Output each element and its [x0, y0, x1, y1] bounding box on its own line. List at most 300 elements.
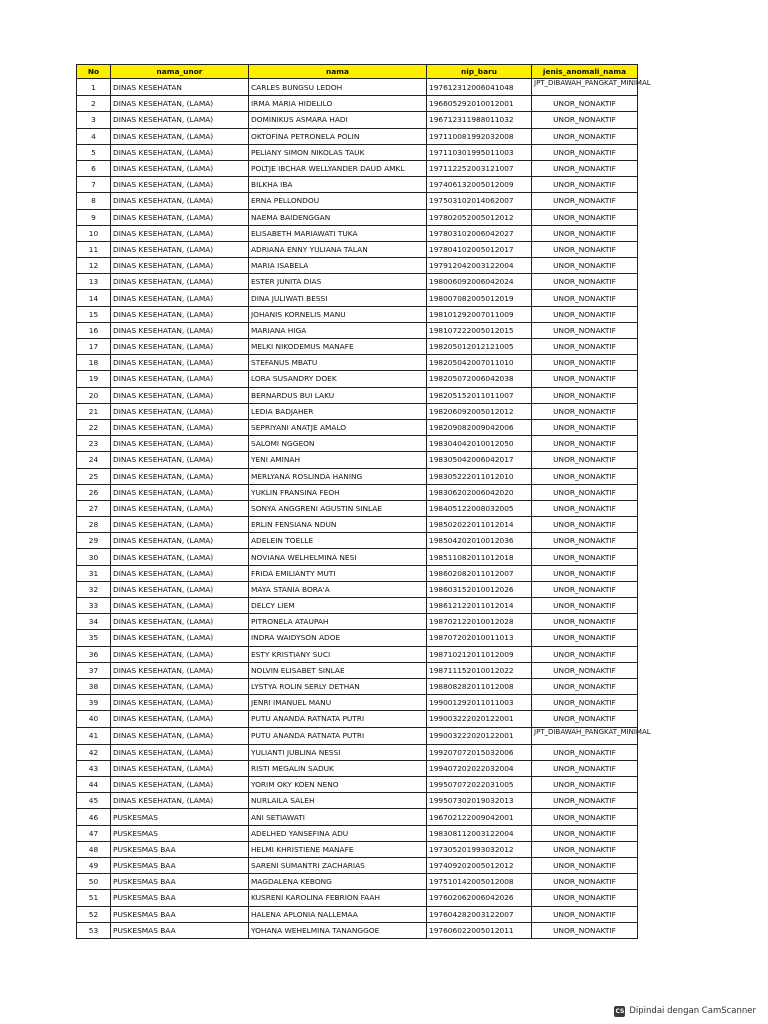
header-no: No: [77, 65, 111, 79]
cell-nip-baru: 197604282003122007: [427, 906, 532, 922]
cell-nama-unor: DINAS KESEHATAN, (LAMA): [111, 96, 249, 112]
cell-nama: BILKHA IBA: [249, 177, 427, 193]
cell-nama-unor: DINAS KESEHATAN, (LAMA): [111, 662, 249, 678]
table-row: [77, 890, 638, 906]
cell-nip-baru: 198306202006042020: [427, 484, 532, 500]
cell-nama: RISTI MEGALIN SADUK: [249, 760, 427, 776]
cell-nama: MELKI NIKODEMUS MANAFE: [249, 339, 427, 355]
cell-nama-unor: DINAS KESEHATAN, (LAMA): [111, 387, 249, 403]
cell-nip-baru: 196712311988011032: [427, 112, 532, 128]
cell-nip-baru: 197409202005012012: [427, 858, 532, 874]
table-row: [77, 614, 638, 630]
cell-no: 34: [77, 614, 111, 630]
cell-nama-unor: DINAS KESEHATAN, (LAMA): [111, 533, 249, 549]
cell-nip-baru: 197110301995011003: [427, 144, 532, 160]
cell-nip-baru: 198006092006042024: [427, 274, 532, 290]
cell-nama-unor: PUSKESMAS BAA: [111, 906, 249, 922]
cell-nama: PELIANY SIMON NIKOLAS TAUK: [249, 144, 427, 160]
cell-nama-unor: DINAS KESEHATAN, (LAMA): [111, 646, 249, 662]
cell-nip-baru: 198702122010012028: [427, 614, 532, 630]
table-row: [77, 419, 638, 435]
cell-nama: DELCY LIEM: [249, 598, 427, 614]
table-row: [77, 452, 638, 468]
cell-nama: OKTOFINA PETRONELA POLIN: [249, 128, 427, 144]
cell-no: 4: [77, 128, 111, 144]
cell-jenis-anomali: UNOR_NONAKTIF: [532, 371, 638, 387]
cell-nama: SONYA ANGGRENI AGUSTIN SINLAE: [249, 500, 427, 516]
header-nama-unor: nama_unor: [111, 65, 249, 79]
table-row: [77, 533, 638, 549]
cell-nama: ERNA PELLONDOU: [249, 193, 427, 209]
table-row: [77, 549, 638, 565]
cell-jenis-anomali: JPT_DIBAWAH_PANGKAT_MINIMAL: [532, 727, 638, 744]
cell-no: 22: [77, 419, 111, 435]
cell-no: 25: [77, 468, 111, 484]
cell-nip-baru: 198502022011012014: [427, 517, 532, 533]
cell-nama: YORIM OKY KOEN NENO: [249, 777, 427, 793]
cell-jenis-anomali: UNOR_NONAKTIF: [532, 858, 638, 874]
cell-no: 3: [77, 112, 111, 128]
table-row: [77, 678, 638, 694]
cell-nama-unor: DINAS KESEHATAN, (LAMA): [111, 777, 249, 793]
cell-nip-baru: 197612312006041048: [427, 79, 532, 96]
header-nip-baru: nip_baru: [427, 65, 532, 79]
cell-nama: NOVIANA WELHELMINA NESI: [249, 549, 427, 565]
cell-nama: ANI SETIAWATI: [249, 809, 427, 825]
cell-nama-unor: DINAS KESEHATAN, (LAMA): [111, 468, 249, 484]
table-row: [77, 225, 638, 241]
cell-nama: JOHANIS KORNELIS MANU: [249, 306, 427, 322]
cell-jenis-anomali: UNOR_NONAKTIF: [532, 209, 638, 225]
table-row: [77, 841, 638, 857]
cell-no: 32: [77, 581, 111, 597]
cell-jenis-anomali: UNOR_NONAKTIF: [532, 517, 638, 533]
cell-nama-unor: DINAS KESEHATAN: [111, 79, 249, 96]
cell-no: 50: [77, 874, 111, 890]
cell-nip-baru: 197503102014062007: [427, 193, 532, 209]
cell-nama: ADELEIN TOELLE: [249, 533, 427, 549]
table-row: [77, 646, 638, 662]
table-row: [77, 858, 638, 874]
cell-jenis-anomali: UNOR_NONAKTIF: [532, 193, 638, 209]
cell-jenis-anomali: UNOR_NONAKTIF: [532, 274, 638, 290]
cell-nip-baru: 198205152011011007: [427, 387, 532, 403]
cell-nip-baru: 197602062006042026: [427, 890, 532, 906]
table-row: [77, 565, 638, 581]
cell-nama-unor: DINAS KESEHATAN, (LAMA): [111, 258, 249, 274]
table-row: [77, 177, 638, 193]
cell-nama: BERNARDUS BUI LAKU: [249, 387, 427, 403]
cell-nama: DOMINIKUS ASMARA HADI: [249, 112, 427, 128]
table-row: [77, 403, 638, 419]
cell-nip-baru: 197112252003121007: [427, 160, 532, 176]
cell-nip-baru: 197803102006042027: [427, 225, 532, 241]
cell-jenis-anomali: UNOR_NONAKTIF: [532, 177, 638, 193]
cell-jenis-anomali: UNOR_NONAKTIF: [532, 777, 638, 793]
cell-jenis-anomali: UNOR_NONAKTIF: [532, 339, 638, 355]
cell-jenis-anomali: UNOR_NONAKTIF: [532, 874, 638, 890]
cell-nama-unor: DINAS KESEHATAN, (LAMA): [111, 339, 249, 355]
cell-nip-baru: 198405122008032005: [427, 500, 532, 516]
cell-jenis-anomali: UNOR_NONAKTIF: [532, 922, 638, 938]
cell-nip-baru: 199003222020122001: [427, 711, 532, 727]
cell-nama: PUTU ANANDA RATNATA PUTRI: [249, 711, 427, 727]
cell-jenis-anomali: UNOR_NONAKTIF: [532, 500, 638, 516]
cell-no: 53: [77, 922, 111, 938]
cell-nama-unor: PUSKESMAS: [111, 809, 249, 825]
cell-nama-unor: DINAS KESEHATAN, (LAMA): [111, 695, 249, 711]
cell-jenis-anomali: UNOR_NONAKTIF: [532, 112, 638, 128]
cell-no: 52: [77, 906, 111, 922]
cell-nama-unor: DINAS KESEHATAN, (LAMA): [111, 371, 249, 387]
table-row: [77, 468, 638, 484]
cell-nama: YENI AMINAH: [249, 452, 427, 468]
cell-no: 6: [77, 160, 111, 176]
cell-nama: YULIANTI JUBLINA NESSI: [249, 744, 427, 760]
table-row: [77, 322, 638, 338]
cell-jenis-anomali: UNOR_NONAKTIF: [532, 744, 638, 760]
cell-nama: YUKLIN FRANSINA FEOH: [249, 484, 427, 500]
cell-nama: NAEMA BAIDENGGAN: [249, 209, 427, 225]
cell-no: 35: [77, 630, 111, 646]
cell-no: 37: [77, 662, 111, 678]
cell-jenis-anomali: UNOR_NONAKTIF: [532, 290, 638, 306]
cell-jenis-anomali: UNOR_NONAKTIF: [532, 533, 638, 549]
cell-no: 42: [77, 744, 111, 760]
cell-nama-unor: DINAS KESEHATAN, (LAMA): [111, 160, 249, 176]
cell-no: 19: [77, 371, 111, 387]
cell-nama: FRIDA EMILIANTY MUTI: [249, 565, 427, 581]
cell-jenis-anomali: UNOR_NONAKTIF: [532, 630, 638, 646]
cell-nama-unor: DINAS KESEHATAN, (LAMA): [111, 241, 249, 257]
cell-no: 17: [77, 339, 111, 355]
cell-nama: INDRA WAIDYSON ADOE: [249, 630, 427, 646]
cell-nama-unor: DINAS KESEHATAN, (LAMA): [111, 630, 249, 646]
table-row: [77, 339, 638, 355]
cell-nama-unor: PUSKESMAS BAA: [111, 874, 249, 890]
table-row: [77, 500, 638, 516]
cell-nip-baru: 198206092005012012: [427, 403, 532, 419]
cell-jenis-anomali: UNOR_NONAKTIF: [532, 890, 638, 906]
cell-no: 33: [77, 598, 111, 614]
cell-jenis-anomali: UNOR_NONAKTIF: [532, 468, 638, 484]
cell-no: 47: [77, 825, 111, 841]
cell-nama-unor: DINAS KESEHATAN, (LAMA): [111, 793, 249, 809]
cell-nip-baru: 196605292010012001: [427, 96, 532, 112]
cell-jenis-anomali: UNOR_NONAKTIF: [532, 841, 638, 857]
cell-no: 46: [77, 809, 111, 825]
cell-nip-baru: 196702122009042001: [427, 809, 532, 825]
cell-nip-baru: 199407202022032004: [427, 760, 532, 776]
cell-nama-unor: DINAS KESEHATAN, (LAMA): [111, 193, 249, 209]
cell-nama-unor: DINAS KESEHATAN, (LAMA): [111, 436, 249, 452]
table-row: [77, 306, 638, 322]
cell-jenis-anomali: UNOR_NONAKTIF: [532, 419, 638, 435]
cell-nip-baru: 198205012012121005: [427, 339, 532, 355]
cell-nip-baru: 198612122011012014: [427, 598, 532, 614]
cell-no: 44: [77, 777, 111, 793]
table-row: [77, 581, 638, 597]
cell-no: 12: [77, 258, 111, 274]
cell-nama: ADRIANA ENNY YULIANA TALAN: [249, 241, 427, 257]
cell-nama: MAYA STANIA BORA'A: [249, 581, 427, 597]
table-row: [77, 744, 638, 760]
cell-jenis-anomali: UNOR_NONAKTIF: [532, 598, 638, 614]
table-row: [77, 290, 638, 306]
cell-jenis-anomali: UNOR_NONAKTIF: [532, 793, 638, 809]
table-row: [77, 517, 638, 533]
cell-no: 43: [77, 760, 111, 776]
cell-nama-unor: DINAS KESEHATAN, (LAMA): [111, 727, 249, 744]
cell-nama-unor: PUSKESMAS BAA: [111, 922, 249, 938]
table-row: [77, 96, 638, 112]
table-row: [77, 274, 638, 290]
cell-nama: MAGDALENA KEBONG: [249, 874, 427, 890]
table-row: [77, 128, 638, 144]
cell-nip-baru: 198707202010011013: [427, 630, 532, 646]
cell-nama: CARLES BUNGSU LEDOH: [249, 79, 427, 96]
header-nama: nama: [249, 65, 427, 79]
cell-jenis-anomali: UNOR_NONAKTIF: [532, 144, 638, 160]
cell-no: 10: [77, 225, 111, 241]
cell-jenis-anomali: UNOR_NONAKTIF: [532, 711, 638, 727]
cell-nama-unor: DINAS KESEHATAN, (LAMA): [111, 517, 249, 533]
cell-nip-baru: 198711152010012022: [427, 662, 532, 678]
cell-jenis-anomali: UNOR_NONAKTIF: [532, 695, 638, 711]
table-row: [77, 695, 638, 711]
cell-jenis-anomali: UNOR_NONAKTIF: [532, 387, 638, 403]
cell-nip-baru: 197606022005012011: [427, 922, 532, 938]
table-row: [77, 793, 638, 809]
cell-no: 13: [77, 274, 111, 290]
cell-no: 29: [77, 533, 111, 549]
cell-nama: ESTER JUNITA DIAS: [249, 274, 427, 290]
table-row: [77, 630, 638, 646]
cell-nama: MERLYANA ROSLINDA HANING: [249, 468, 427, 484]
cell-nama-unor: DINAS KESEHATAN, (LAMA): [111, 274, 249, 290]
cell-nama-unor: PUSKESMAS BAA: [111, 890, 249, 906]
cell-no: 15: [77, 306, 111, 322]
cell-no: 16: [77, 322, 111, 338]
cell-nama: SEPRIYANI ANATJE AMALO: [249, 419, 427, 435]
cell-no: 14: [77, 290, 111, 306]
table-body: [77, 79, 651, 939]
cell-jenis-anomali: UNOR_NONAKTIF: [532, 403, 638, 419]
table-row: [77, 727, 638, 744]
cell-jenis-anomali: UNOR_NONAKTIF: [532, 614, 638, 630]
cell-nama-unor: DINAS KESEHATAN, (LAMA): [111, 565, 249, 581]
cell-jenis-anomali: UNOR_NONAKTIF: [532, 678, 638, 694]
cell-nip-baru: 198107222005012015: [427, 322, 532, 338]
cell-jenis-anomali: UNOR_NONAKTIF: [532, 128, 638, 144]
cell-no: 49: [77, 858, 111, 874]
cell-nip-baru: 198305042006042017: [427, 452, 532, 468]
table-row: [77, 436, 638, 452]
cell-nama-unor: DINAS KESEHATAN, (LAMA): [111, 306, 249, 322]
cell-jenis-anomali: UNOR_NONAKTIF: [532, 436, 638, 452]
anomaly-table: [76, 64, 651, 939]
table-row: [77, 777, 638, 793]
cell-nama-unor: DINAS KESEHATAN, (LAMA): [111, 209, 249, 225]
table-row: [77, 112, 638, 128]
cell-nip-baru: 198308112003122004: [427, 825, 532, 841]
cell-no: 23: [77, 436, 111, 452]
cell-no: 31: [77, 565, 111, 581]
table-row: [77, 258, 638, 274]
cell-nama: SARENI SUMANTRI ZACHARIAS: [249, 858, 427, 874]
cell-no: 26: [77, 484, 111, 500]
cell-nip-baru: 198101292007011009: [427, 306, 532, 322]
cell-nama-unor: DINAS KESEHATAN, (LAMA): [111, 744, 249, 760]
cell-nama-unor: DINAS KESEHATAN, (LAMA): [111, 500, 249, 516]
cell-nama: HELMI KHRISTIENE MANAFE: [249, 841, 427, 857]
cell-nama-unor: DINAS KESEHATAN, (LAMA): [111, 322, 249, 338]
cell-nip-baru: 198205042007011010: [427, 355, 532, 371]
cell-nip-baru: 198205072006042038: [427, 371, 532, 387]
cell-nip-baru: 198710212011012009: [427, 646, 532, 662]
cell-no: 5: [77, 144, 111, 160]
cell-no: 51: [77, 890, 111, 906]
cell-jenis-anomali: UNOR_NONAKTIF: [532, 322, 638, 338]
table-row: [77, 387, 638, 403]
cell-jenis-anomali: UNOR_NONAKTIF: [532, 662, 638, 678]
cell-no: 20: [77, 387, 111, 403]
cell-nip-baru: 198304042010012050: [427, 436, 532, 452]
cell-nama: LORA SUSANDRY DOEK: [249, 371, 427, 387]
cell-no: 2: [77, 96, 111, 112]
cell-nama: ERLIN FENSIANA NDUN: [249, 517, 427, 533]
table-row: [77, 484, 638, 500]
cell-nama: MARIA ISABELA: [249, 258, 427, 274]
cell-nama: STEFANUS MBATU: [249, 355, 427, 371]
cell-nip-baru: 199003222020122001: [427, 727, 532, 744]
cell-nip-baru: 198603152010012026: [427, 581, 532, 597]
cell-no: 38: [77, 678, 111, 694]
cell-nama: SALOMI NGGEON: [249, 436, 427, 452]
camscanner-text: Dipindai dengan CamScanner: [629, 1006, 756, 1016]
cell-nip-baru: 197802052005012012: [427, 209, 532, 225]
cell-nip-baru: 198305222011012010: [427, 468, 532, 484]
cell-no: 24: [77, 452, 111, 468]
cell-no: 27: [77, 500, 111, 516]
cell-nama-unor: PUSKESMAS: [111, 825, 249, 841]
table-row: [77, 662, 638, 678]
table-row: [77, 160, 638, 176]
cell-nip-baru: 198209082009042006: [427, 419, 532, 435]
cell-nama-unor: DINAS KESEHATAN, (LAMA): [111, 112, 249, 128]
cell-jenis-anomali: UNOR_NONAKTIF: [532, 581, 638, 597]
table-row: [77, 241, 638, 257]
cell-jenis-anomali: UNOR_NONAKTIF: [532, 258, 638, 274]
cell-no: 48: [77, 841, 111, 857]
cell-nip-baru: 198808282011012008: [427, 678, 532, 694]
cell-nip-baru: 197110081992032008: [427, 128, 532, 144]
cell-nama-unor: PUSKESMAS BAA: [111, 841, 249, 857]
cell-nip-baru: 198007082005012019: [427, 290, 532, 306]
cell-jenis-anomali: UNOR_NONAKTIF: [532, 549, 638, 565]
cell-nip-baru: 198504202010012036: [427, 533, 532, 549]
cell-nama-unor: DINAS KESEHATAN, (LAMA): [111, 452, 249, 468]
cell-no: 41: [77, 727, 111, 744]
cell-nama-unor: DINAS KESEHATAN, (LAMA): [111, 419, 249, 435]
cell-nip-baru: 197510142005012008: [427, 874, 532, 890]
cell-no: 8: [77, 193, 111, 209]
cell-nip-baru: 199207072015032006: [427, 744, 532, 760]
cell-jenis-anomali: UNOR_NONAKTIF: [532, 355, 638, 371]
table-row: [77, 193, 638, 209]
cell-no: 7: [77, 177, 111, 193]
cell-jenis-anomali: UNOR_NONAKTIF: [532, 225, 638, 241]
cell-jenis-anomali: UNOR_NONAKTIF: [532, 825, 638, 841]
cell-nama-unor: DINAS KESEHATAN, (LAMA): [111, 290, 249, 306]
data-sheet: [76, 64, 651, 939]
cell-jenis-anomali: JPT_DIBAWAH_PANGKAT_MINIMAL: [532, 79, 638, 96]
cell-nama: MARIANA HIGA: [249, 322, 427, 338]
cell-jenis-anomali: UNOR_NONAKTIF: [532, 646, 638, 662]
camscanner-logo-icon: CS: [615, 1007, 625, 1015]
camscanner-watermark: [614, 1003, 756, 1019]
cell-no: 39: [77, 695, 111, 711]
cell-nama: LYSTYA ROLIN SERLY DETHAN: [249, 678, 427, 694]
table-row: [77, 809, 638, 825]
cell-nip-baru: 199001292011011003: [427, 695, 532, 711]
cell-nama-unor: DINAS KESEHATAN, (LAMA): [111, 581, 249, 597]
cell-nama-unor: DINAS KESEHATAN, (LAMA): [111, 225, 249, 241]
table-row: [77, 144, 638, 160]
cell-nama-unor: DINAS KESEHATAN, (LAMA): [111, 144, 249, 160]
cell-nama: JENRI IMANUEL MANU: [249, 695, 427, 711]
cell-jenis-anomali: UNOR_NONAKTIF: [532, 906, 638, 922]
cell-nama: NOLVIN ELISABET SINLAE: [249, 662, 427, 678]
cell-no: 28: [77, 517, 111, 533]
table-row: [77, 598, 638, 614]
header-jenis-anomali: jenis_anomali_nama: [532, 65, 638, 79]
cell-nama: POLTJE IBCHAR WELLYANDER DAUD AMKL: [249, 160, 427, 176]
cell-nama-unor: DINAS KESEHATAN, (LAMA): [111, 549, 249, 565]
cell-no: 9: [77, 209, 111, 225]
cell-nip-baru: 197406132005012009: [427, 177, 532, 193]
cell-jenis-anomali: UNOR_NONAKTIF: [532, 809, 638, 825]
cell-nama: KUSRENI KAROLINA FEBRION FAAH: [249, 890, 427, 906]
cell-nip-baru: 197804102005012017: [427, 241, 532, 257]
cell-jenis-anomali: UNOR_NONAKTIF: [532, 484, 638, 500]
cell-nama-unor: DINAS KESEHATAN, (LAMA): [111, 484, 249, 500]
table-row: [77, 355, 638, 371]
cell-nama: ADELHED YANSEFINA ADU: [249, 825, 427, 841]
cell-no: 11: [77, 241, 111, 257]
table-header-row: [77, 65, 638, 79]
cell-no: 1: [77, 79, 111, 96]
table-row: [77, 79, 638, 96]
cell-nip-baru: 198602082011012007: [427, 565, 532, 581]
cell-no: 18: [77, 355, 111, 371]
cell-nama: PUTU ANANDA RATNATA PUTRI: [249, 727, 427, 744]
cell-no: 36: [77, 646, 111, 662]
table-row: [77, 711, 638, 727]
cell-nama: ESTY KRISTIANY SUCI: [249, 646, 427, 662]
cell-jenis-anomali: UNOR_NONAKTIF: [532, 452, 638, 468]
cell-nip-baru: 197305201993032012: [427, 841, 532, 857]
cell-nama-unor: DINAS KESEHATAN, (LAMA): [111, 177, 249, 193]
cell-no: 45: [77, 793, 111, 809]
cell-no: 30: [77, 549, 111, 565]
cell-jenis-anomali: UNOR_NONAKTIF: [532, 96, 638, 112]
cell-nama-unor: PUSKESMAS BAA: [111, 858, 249, 874]
cell-nama: NURLAILA SALEH: [249, 793, 427, 809]
cell-no: 40: [77, 711, 111, 727]
cell-nama-unor: DINAS KESEHATAN, (LAMA): [111, 678, 249, 694]
cell-nip-baru: 199507302019032013: [427, 793, 532, 809]
